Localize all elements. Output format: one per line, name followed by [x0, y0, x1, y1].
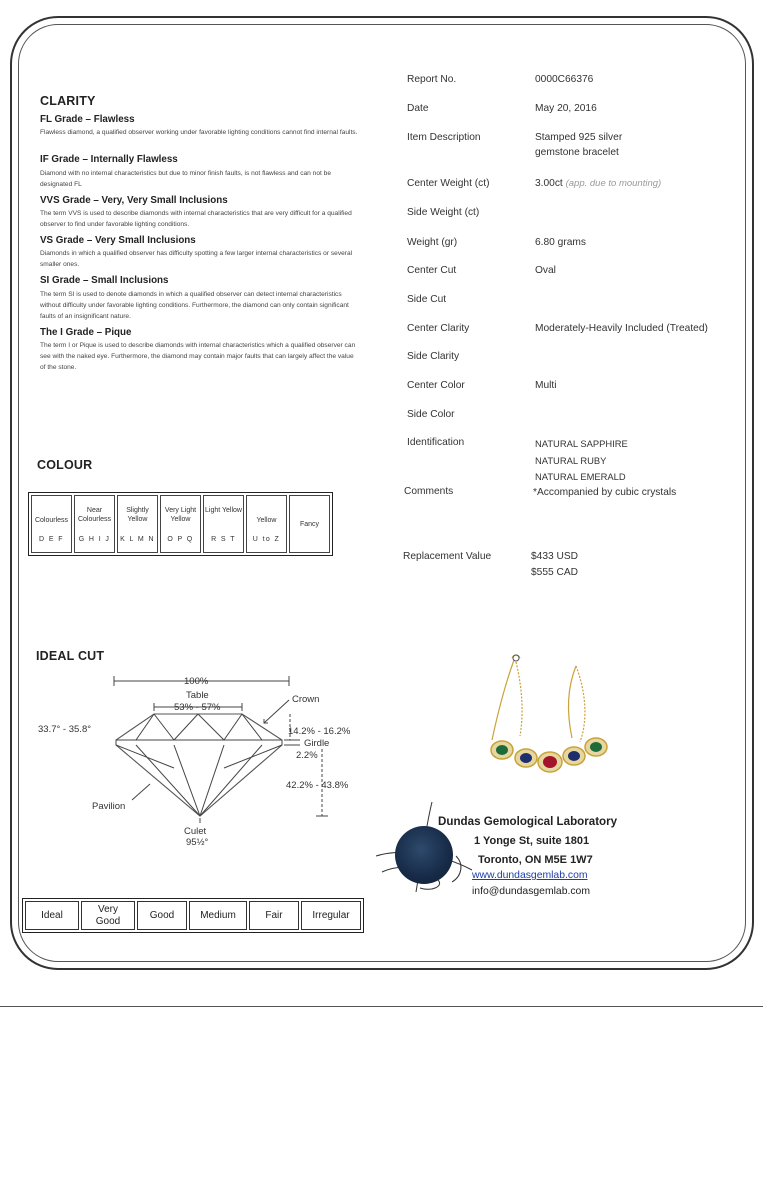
replacement-usd: $433 USD: [531, 551, 579, 562]
center-clarity-label: Center Clarity: [407, 323, 470, 334]
colour-cell-label: Fancy: [299, 520, 320, 528]
grade-vvs-title: VVS Grade – Very, Very Small Inclusions: [40, 195, 228, 206]
pavilion-depth-label: 42.2% - 43.8%: [286, 780, 349, 791]
cut-grade-cell: Medium: [189, 901, 247, 930]
crown-label: Crown: [292, 694, 320, 705]
replacement-value-label: Replacement Value: [403, 551, 492, 562]
lab-website-link[interactable]: www.dundasgemlab.com: [472, 870, 588, 881]
lab-address-line-2: Toronto, ON M5E 1W7: [478, 854, 593, 866]
grade-vs-desc: Diamonds in which a qualified observer has difficulty spotting a few larger internal characteristics or several smaller ones.: [40, 250, 353, 269]
grade-if-title: IF Grade – Internally Flawless: [40, 154, 178, 165]
colour-cell: [117, 495, 158, 553]
center-cut-value: Oval: [535, 265, 556, 276]
colour-title: COLOUR: [37, 458, 93, 472]
grade-vs-title: VS Grade – Very Small Inclusions: [40, 235, 196, 246]
item-description-label: Item Description: [407, 132, 481, 143]
culet-value-label: 95½°: [186, 837, 209, 848]
grade-vvs-desc: The term VVS is used to describe diamonds with internal characteristics that are very difficult for a qualified observer to find under favorable lighting conditions.: [40, 210, 352, 229]
colour-cell-value: O P Q: [167, 535, 194, 543]
girdle-value-label: 2.2%: [296, 750, 318, 761]
identification-label: Identification: [407, 437, 465, 448]
replacement-value: [531, 549, 578, 581]
table-range-label: 53% - 57%: [174, 702, 221, 713]
center-weight-number: 3.00ct: [535, 178, 563, 189]
lab-address-line-1: 1 Yonge St, suite 1801: [474, 835, 590, 847]
cut-grade-cell: Fair: [249, 901, 299, 930]
colour-cell-value: U to Z: [252, 535, 281, 543]
table-label: Table: [186, 690, 209, 701]
side-color-label: Side Color: [407, 409, 455, 420]
page-divider-line: [0, 1006, 763, 1007]
identification-line: NATURAL RUBY: [535, 454, 607, 466]
colour-cell: [74, 495, 115, 553]
crown-height-label: 14.2% - 16.2%: [288, 726, 351, 737]
diamond-cut-diagram: [24, 668, 364, 848]
center-color-value: Multi: [535, 380, 557, 391]
report-no-label: Report No.: [407, 74, 457, 85]
side-cut-label: Side Cut: [407, 294, 447, 305]
lab-name: Dundas Gemological Laboratory: [438, 815, 618, 828]
center-weight-note: (app. due to mounting): [565, 178, 662, 189]
date-value: May 20, 2016: [535, 103, 597, 114]
cut-grade-scale: [22, 898, 364, 933]
clarity-title: CLARITY: [40, 94, 96, 108]
comments-value: *Accompanied by cubic crystals: [533, 487, 677, 498]
date-label: Date: [407, 103, 429, 114]
colour-cell: [160, 495, 201, 553]
width-label: 100%: [184, 676, 209, 687]
colour-cell-value: K L M N: [120, 535, 155, 543]
lab-seal: [395, 826, 453, 884]
colour-cell: [246, 495, 287, 553]
replacement-cad: $555 CAD: [531, 567, 579, 578]
colour-cell-value: R S T: [211, 535, 236, 543]
grade-i-desc: The term I or Pique is used to describe diamonds with internal characteristics which a qualified observer can see with the naked eye. Furthermore, the diamond may contain major faults that can largely affect the value of the stone.: [40, 342, 356, 372]
colour-cell-label: Slightly Yellow: [126, 506, 149, 523]
item-description-value: [535, 130, 622, 160]
side-clarity-label: Side Clarity: [407, 351, 460, 362]
colour-cell-label: Yellow: [256, 516, 277, 524]
item-description-line-1: Stamped 925 silver: [535, 132, 623, 143]
colour-cell-label: Colourless: [34, 516, 69, 524]
colour-cell-value: D E F: [39, 535, 64, 543]
cut-grade-cell: Ideal: [25, 901, 79, 930]
report-no-value: 0000C66376: [535, 74, 594, 85]
identification-value: [535, 436, 628, 486]
weight-label: Weight (gr): [407, 237, 458, 248]
grade-i-title: The I Grade – Pique: [40, 327, 132, 338]
crown-angle-label: 33.7° - 35.8°: [38, 724, 92, 735]
bracelet-stones: [491, 738, 607, 772]
weight-value: 6.80 grams: [535, 237, 586, 248]
grade-if-desc: Diamond with no internal characteristics but due to minor finish faults, is not flawless and can not be designated FL: [40, 170, 332, 189]
lab-email[interactable]: info@dundasgemlab.com: [472, 886, 590, 897]
center-cut-label: Center Cut: [407, 265, 457, 276]
grade-fl-desc: Flawless diamond, a qualified observer working under favorable lighting conditions cannot find internal faults.: [40, 129, 358, 136]
colour-cell: [289, 495, 330, 553]
identification-line: NATURAL EMERALD: [535, 471, 626, 482]
colour-scale-table: [28, 492, 333, 556]
colour-cell-label: Very Light Yellow: [164, 506, 197, 523]
center-weight-value: [535, 176, 661, 191]
cut-grade-cell: Very Good: [81, 901, 135, 930]
grade-si-title: SI Grade – Small Inclusions: [40, 275, 169, 286]
bracelet-photo: [476, 652, 612, 782]
grade-fl-title: FL Grade – Flawless: [40, 114, 135, 125]
girdle-label: Girdle: [304, 738, 330, 749]
ideal-cut-title: IDEAL CUT: [36, 649, 105, 663]
item-description-line-2: gemstone bracelet: [535, 147, 619, 158]
identification-line: NATURAL SAPPHIRE: [535, 438, 628, 449]
center-clarity-value: Moderately-Heavily Included (Treated): [535, 323, 708, 334]
colour-cell: [203, 495, 244, 553]
colour-cell-value: G H I J: [78, 535, 111, 543]
grade-si-desc: The term SI is used to denote diamonds in which a qualified observer can detect internal characteristics without difficulty under favorable lighting conditions. Furthermore, the diamond can only contain significant faults of an insignificant nature.: [40, 291, 349, 321]
colour-cell-label: Near Colourless: [77, 506, 112, 523]
pavilion-label: Pavilion: [92, 801, 126, 812]
comments-label: Comments: [404, 486, 454, 497]
cut-grade-cell: Good: [137, 901, 187, 930]
center-weight-label: Center Weight (ct): [407, 178, 490, 189]
culet-label: Culet: [184, 826, 207, 837]
center-color-label: Center Color: [407, 380, 465, 391]
colour-cell-label: Light Yellow: [205, 506, 242, 514]
cut-grade-cell: Irregular: [301, 901, 361, 930]
colour-cell: [31, 495, 72, 553]
side-weight-label: Side Weight (ct): [407, 207, 480, 218]
